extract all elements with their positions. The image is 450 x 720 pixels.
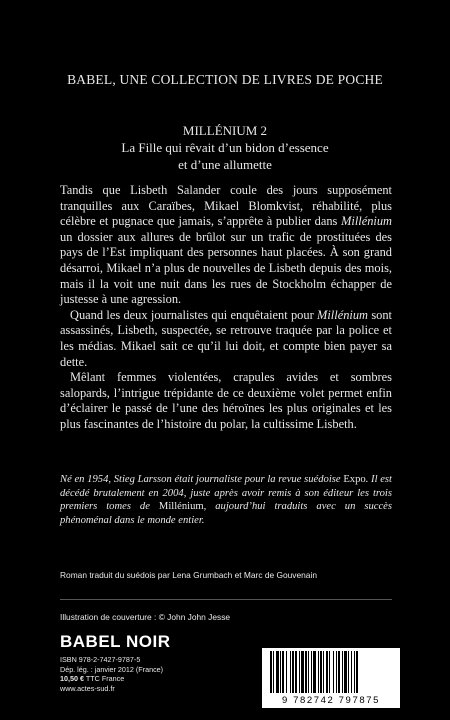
barcode: [262, 648, 400, 708]
price-line: [60, 674, 200, 684]
barcode-bar: [301, 651, 304, 693]
blurb-p1-text: Tandis que Lisbeth Salander coule des jours supposément tranquilles aux Caraïbes, Mikael Blomkvist, réhabilité, plus célèbre et pugnace que jamais, s’apprête à publier dans: [60, 183, 392, 229]
barcode-bar: [342, 651, 343, 693]
author-bio: [60, 473, 392, 527]
price: 10,50 €: [60, 674, 84, 684]
barcode-bar: [290, 651, 291, 693]
bio-text-2: . Il est décédé brutalement en 2004, juste après avoir remis à son éditeur les trois premiers tomes de: [60, 474, 392, 513]
book-title-line-1: La Fille qui rêvait d’un bidon d’essence: [121, 140, 329, 155]
barcode-bar: [313, 651, 316, 693]
barcode-bar: [329, 651, 330, 693]
barcode-bars-icon: [270, 651, 392, 693]
barcode-bar: [286, 651, 287, 693]
price-suffix: TTC France: [83, 674, 125, 684]
blurb-p2-text-end: sont assassinés, Lisbeth, suspectée, se retrouve traquée par la police et les médias. Mikael sait ce qu’il lui doit, et compte bien payer sa dette.: [60, 307, 392, 369]
barcode-bar: [348, 651, 349, 693]
bio-text-1: Né en 1954, Stieg Larsson était journaliste pour la revue suédoise: [60, 474, 344, 485]
blurb-paragraph-3: Mêlant femmes violentées, crapules avides et sombres salopards, l’intrigue trépidante de ce deuxième volet permet enfin d’éclairer le passé de l’une des héroïnes les plus originales et les plus fascinantes de l’histoire du polar, la cultissime Lisbeth.: [60, 370, 392, 431]
barcode-bar: [323, 651, 324, 693]
blurb-paragraph-1: [60, 183, 392, 308]
illustration-credit: Illustration de couverture : © John John Jesse: [60, 612, 231, 622]
barcode-bar: [351, 651, 352, 693]
book-title-block: [0, 122, 450, 173]
website: www.actes-sud.fr: [60, 683, 115, 693]
series-number: MILLÉNIUM 2: [182, 123, 268, 138]
barcode-bar: [338, 651, 340, 693]
isbn: ISBN 978-2-7427-9787-5: [60, 655, 141, 664]
bio-magazine: Expo: [343, 474, 366, 485]
barcode-bar: [344, 651, 347, 693]
translator-credit: Roman traduit du suédois par Lena Grumbach et Marc de Gouvenain: [60, 570, 317, 580]
blurb-paragraph-2: [60, 308, 392, 370]
legal-deposit: Dép. lég. : janvier 2012 (France): [60, 664, 164, 674]
series-heading: BABEL, UNE COLLECTION DE LIVRES DE POCHE: [67, 72, 383, 87]
publication-info: [60, 655, 200, 693]
barcode-bar: [354, 651, 355, 693]
magazine-name: Millénium: [317, 307, 368, 322]
barcode-bar: [295, 651, 297, 693]
barcode-bar: [308, 651, 309, 693]
blurb-p2-text: Quand les deux journalistes qui enquêtaient pour: [70, 307, 318, 322]
barcode-bar: [356, 651, 358, 693]
barcode-bar: [333, 651, 334, 693]
barcode-bar: [318, 651, 319, 693]
bio-text-3: , aujourd’hui traduits avec un succès phénoménal dans le monde entier.: [60, 501, 392, 526]
blurb: [60, 183, 392, 433]
barcode-bar: [326, 651, 328, 693]
barcode-bar: [270, 651, 272, 693]
barcode-bar: [299, 651, 300, 693]
divider: [60, 599, 392, 600]
barcode-bar: [280, 651, 281, 693]
barcode-bar: [292, 651, 294, 693]
bio-series: Millénium: [158, 501, 204, 513]
barcode-bar: [305, 651, 307, 693]
barcode-bar: [336, 651, 337, 693]
barcode-bar: [320, 651, 322, 693]
barcode-digits: 9 782742 797875: [282, 695, 380, 706]
barcode-bar: [282, 651, 284, 693]
imprint-logo: BABEL NOIR: [60, 632, 171, 651]
blurb-p1-text-end: un dossier aux allures de brûlot sur un trafic de prostituées des pays de l’Est impliquant des personnes haut placées. À son grand désarroi, Mikael n’a plus de nouvelles de Lisbeth depuis des mois, mais il la voit une nuit dans les rues de Stockholm échapper de justesse à une agression.: [60, 229, 392, 307]
barcode-bar: [273, 651, 274, 693]
book-title-line-2: et d’une allumette: [178, 157, 272, 172]
barcode-bar: [311, 651, 312, 693]
magazine-name: Millénium: [341, 214, 392, 229]
barcode-bar: [276, 651, 279, 693]
